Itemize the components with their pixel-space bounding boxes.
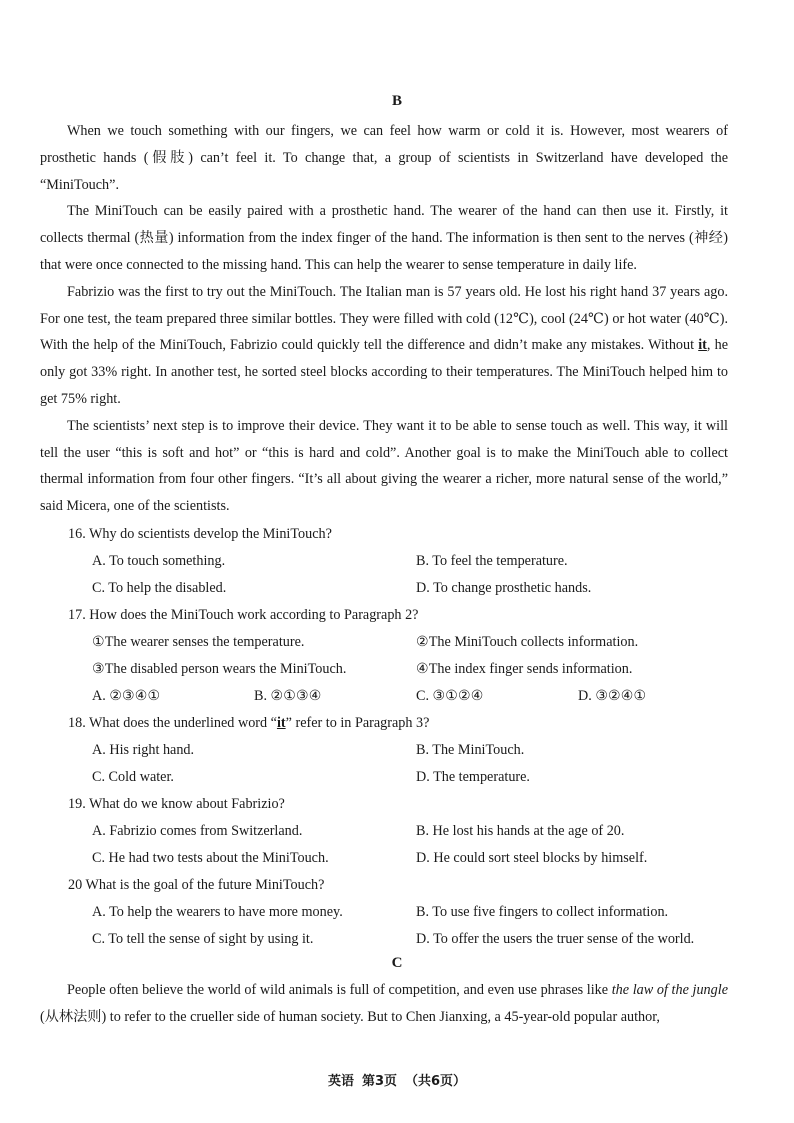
q18-option-a[interactable]: A. His right hand. xyxy=(92,742,195,758)
q18-option-c[interactable]: C. Cold water. xyxy=(92,769,174,785)
page-footer xyxy=(0,1070,794,1089)
question-20 xyxy=(68,874,728,955)
q18-stem-after: ” refer to in Paragraph 3? xyxy=(285,715,430,731)
q20-option-b[interactable]: B. To use five fingers to collect information. xyxy=(416,904,669,920)
q19-option-d[interactable]: D. He could sort steel blocks by himself. xyxy=(416,850,648,866)
q19-option-a[interactable]: A. Fabrizio comes from Switzerland. xyxy=(92,823,303,839)
q17-option-d[interactable]: D. ③②④① xyxy=(578,688,647,704)
section-b-heading: B xyxy=(391,93,402,109)
q20-option-a[interactable]: A. To help the wearers to have more money. xyxy=(92,904,343,920)
question-18-stem xyxy=(68,712,728,739)
c-intro-italic: the law of the jungle xyxy=(611,982,728,998)
q17-option-b[interactable]: B. ②①③④ xyxy=(254,688,322,704)
passage-c-paragraph-1 xyxy=(40,977,728,1031)
q19-option-c[interactable]: C. He had two tests about the MiniTouch. xyxy=(92,850,329,866)
passage-c xyxy=(40,977,728,1031)
c-intro-after: (从林法则) to refer to the crueller side of human society. But to Chen Jianxing, a 45-year-old popular author, xyxy=(40,1008,660,1025)
question-16 xyxy=(68,523,728,604)
q17-statement-2: ②The MiniTouch collects information. xyxy=(416,634,639,650)
question-19 xyxy=(68,793,728,874)
q18-option-b[interactable]: B. The MiniTouch. xyxy=(416,742,525,758)
q17-option-c[interactable]: C. ③①②④ xyxy=(416,688,484,704)
footer-total: （共6页） xyxy=(405,1074,467,1089)
footer-page: 第3页 xyxy=(361,1074,397,1089)
q16-option-b[interactable]: B. To feel the temperature. xyxy=(416,553,568,569)
question-17 xyxy=(68,604,728,712)
question-18 xyxy=(68,712,728,793)
question-19-stem: 19. What do we know about Fabrizio? xyxy=(68,796,285,812)
q16-option-c[interactable]: C. To help the disabled. xyxy=(92,580,227,596)
passage-b-paragraph-4: The scientists’ next step is to improve their device. They want it to be able to sense touch as well. This way, it will tell the user “this is soft and hot” or “this is hard and cold”. Another goal is to make the MiniTouch able to collect thermal information from four other fingers. “It’s all about giving the wearer a richer, more natural sense of the world,” said Micera, one of the scientists. xyxy=(40,417,728,515)
q18-underlined-word: it xyxy=(276,715,286,731)
q18-option-d[interactable]: D. The temperature. xyxy=(416,769,530,785)
q16-option-d[interactable]: D. To change prosthetic hands. xyxy=(416,580,592,596)
q18-stem-before: 18. What does the underlined word “ xyxy=(68,715,277,731)
passage-b-paragraph-1: When we touch something with our fingers, we can feel how warm or cold it is. However, most wearers of prosthetic hands (假肢) can’t feel it. To change that, a group of scientists in Switzerland have developed the “MiniTouch”. xyxy=(40,123,728,193)
underlined-word-it: it xyxy=(698,337,707,354)
passage-b xyxy=(40,118,728,520)
q16-option-a[interactable]: A. To touch something. xyxy=(92,553,226,569)
question-16-stem: 16. Why do scientists develop the MiniTouch? xyxy=(68,526,332,542)
q19-option-b[interactable]: B. He lost his hands at the age of 20. xyxy=(416,823,625,839)
q17-statement-1: ①The wearer senses the temperature. xyxy=(92,634,305,650)
q17-statement-3: ③The disabled person wears the MiniTouch. xyxy=(92,661,347,677)
q17-statement-4: ④The index finger sends information. xyxy=(416,661,633,677)
question-20-stem: 20 What is the goal of the future MiniTouch? xyxy=(68,877,325,893)
q17-option-a[interactable]: A. ②③④① xyxy=(92,688,161,704)
footer-subject: 英语 xyxy=(327,1074,354,1089)
p3-text-after: , he only got 33% right. In another test, he sorted steel blocks according to their temperatures. The MiniTouch helped him to get 75% right. xyxy=(40,337,728,407)
question-17-stem: 17. How does the MiniTouch work according to Paragraph 2? xyxy=(68,607,419,623)
q20-option-d[interactable]: D. To offer the users the truer sense of the world. xyxy=(416,931,695,947)
c-intro-before: People often believe the world of wild animals is full of competition, and even use phrases like xyxy=(67,982,612,998)
passage-b-paragraph-2: The MiniTouch can be easily paired with a prosthetic hand. The wearer of the hand can then use it. Firstly, it collects thermal (热量) information from the index finger of the hand. The information is then sent to the nerves (神经) that were once connected to the missing hand. This can help the wearer to sense temperature in daily life. xyxy=(40,203,729,273)
passage-b-paragraph-3 xyxy=(40,279,728,413)
section-c-heading: C xyxy=(391,955,403,971)
q20-option-c[interactable]: C. To tell the sense of sight by using it. xyxy=(92,931,314,947)
p3-text-before: Fabrizio was the first to try out the MiniTouch. The Italian man is 57 years old. He lost his right hand 37 years ago. For one test, the team prepared three similar bottles. They were filled with cold (12℃), cool (24℃) or hot water (40℃). With the help of the MiniTouch, Fabrizio could quickly tell the difference and didn’t make any mistakes. Without xyxy=(40,283,728,354)
